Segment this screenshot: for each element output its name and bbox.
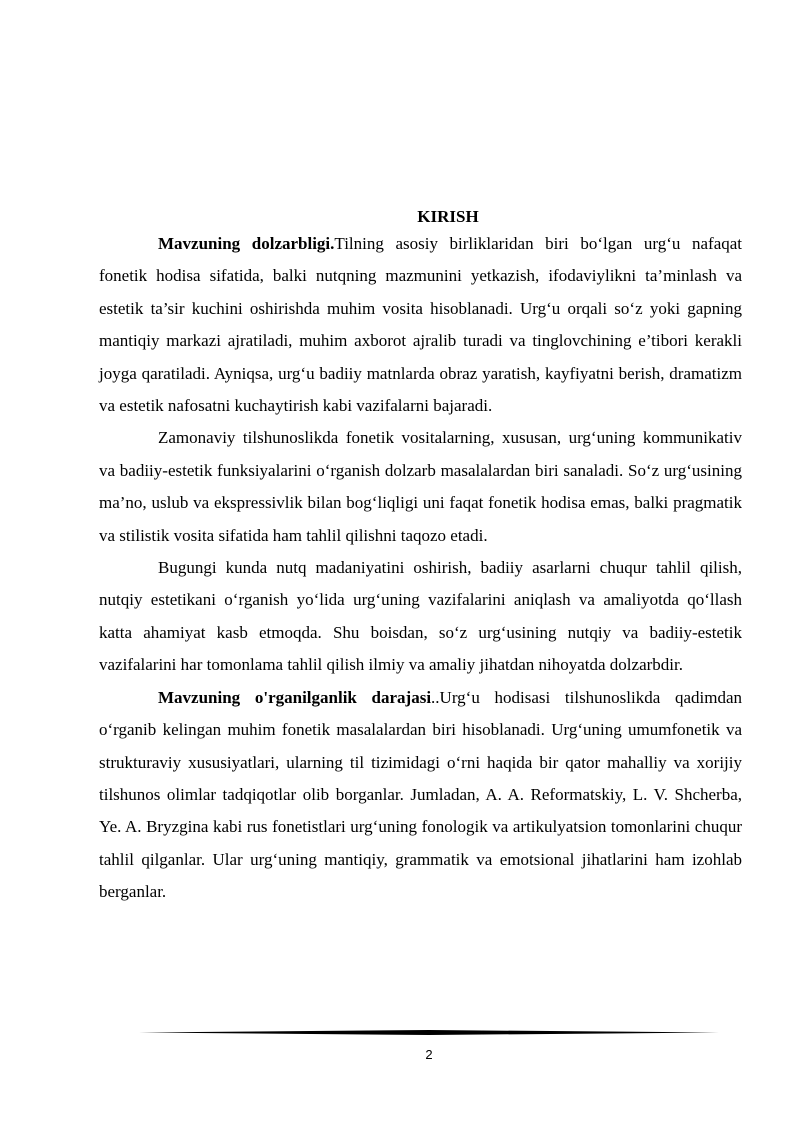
section-heading: KIRISH	[417, 207, 479, 226]
paragraph	[99, 422, 742, 552]
paragraph-lead: Mavzuning dolzarbligi.	[158, 234, 335, 253]
paragraph	[99, 228, 742, 422]
paragraph-lead: Mavzuning o'rganilganlik darajasi	[158, 687, 432, 707]
paragraph-text: Tilning asosiy birliklaridan biri bo‘lgan urg‘u nafaqat fonetik hodisa sifatida, balki nutqning mazmunini yetkazish, ifodaviylikni ta’minlash va estetik ta’sir kuchini oshirishda muhim vosita hisoblanadi. Urg‘u orqali so‘z yoki gapning mantiqiy markazi ajratiladi, muhim axborot ajralib turadi va tinglovchining e’tibori kerakli joyga qaratiladi. Ayniqsa, urg‘u badiiy matnlarda obraz yaratish, kayfiyatni berish, dramatizm va estetik nafosatni kuchaytirish kabi vazifalarni bajaradi.	[99, 234, 743, 416]
footer-divider	[139, 1030, 719, 1035]
paragraph	[99, 682, 742, 909]
paragraph	[99, 552, 742, 682]
paragraph-text: Zamonaviy tilshunoslikda fonetik vositalarning, xususan, urg‘uning kommunikativ va badiiy-estetik funksiyalarini o‘rganish dolzarb masalalardan biri sanaladi. So‘z urg‘usining ma’no, uslub va ekspressivlik bilan bog‘liqligi uni faqat fonetik hodisa emas, balki pragmatik va stilistik vosita sifatida ham tahlil qilishni taqozo etadi.	[99, 428, 742, 545]
body-text	[99, 228, 742, 909]
paragraph-text: Bugungi kunda nutq madaniyatini oshirish, badiiy asarlarni chuqur tahlil qilish, nutqiy estetikani o‘rganish yo‘lida urg‘uning vazifalarini aniqlash va amaliyotda qo‘llash katta ahamiyat kasb etmoqda. Shu boisdan, so‘z urg‘usining nutqiy va badiiy-estetik vazifalarini har tomonlama tahlil qilish ilmiy va amaliy jihatdan nihoyatda dolzarbdir.	[99, 558, 742, 675]
paragraph-text: ..Urg‘u hodisasi tilshunoslikda qadimdan o‘rganib kelingan muhim fonetik masalalardan biri hisoblanadi. Urg‘uning umumfonetik va strukturaviy xususiyatlari, ularning til tizimidagi o‘rni haqida bir qator mahalliy va xorijiy tilshunos olimlar tadqiqotlar olib borganlar. Jumladan, A. A. Reformatskiy, L. V. Shcherba, Ye. A. Bryzgina kabi rus fonetistlari urg‘uning fonologik va artikulyatsion tomonlarini chuqur tahlil qilganlar. Ular urg‘uning mantiqiy, grammatik va emotsional jihatlarini ham izohlab berganlar.	[99, 687, 742, 902]
page-number: 2	[425, 1047, 433, 1062]
